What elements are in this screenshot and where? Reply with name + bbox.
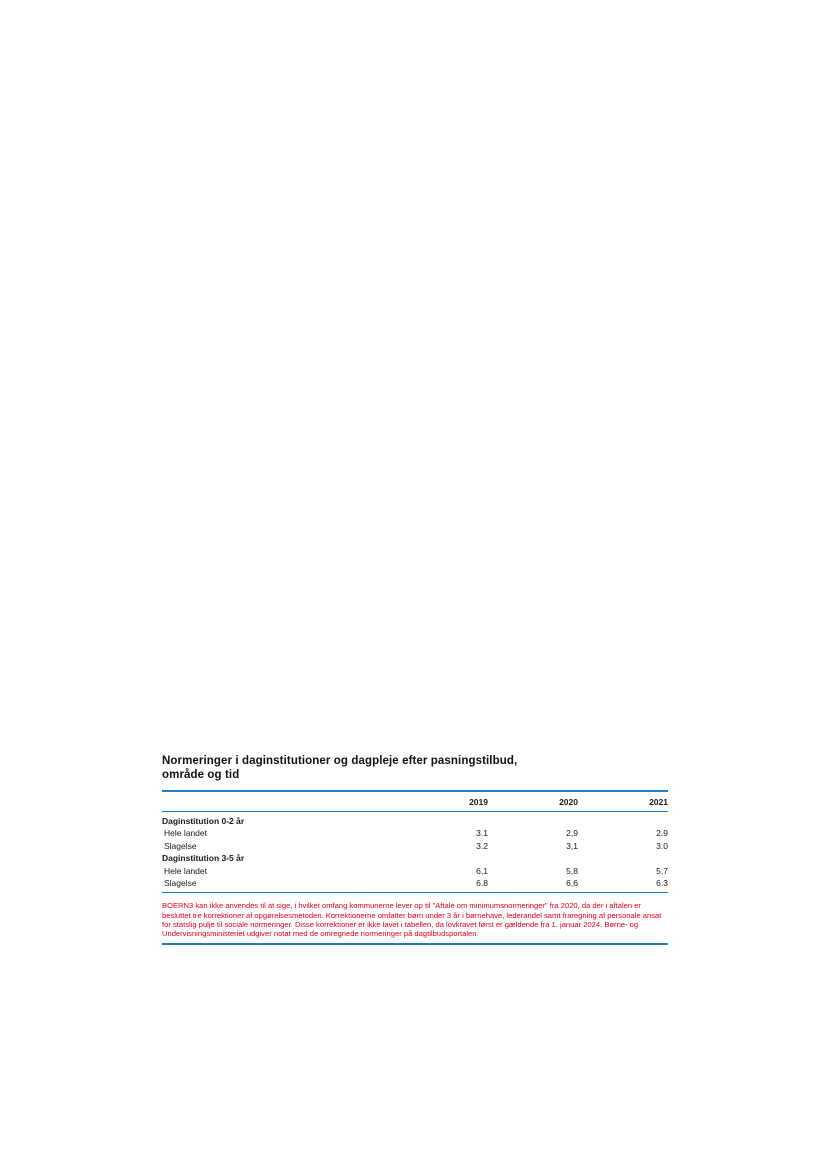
- statistics-table-block: [162, 754, 668, 945]
- cell-value: 3,1: [566, 840, 578, 851]
- cell-value: 3.2: [476, 840, 488, 851]
- cell-value: 6.3: [656, 878, 668, 889]
- column-header-2019: 2019: [469, 797, 488, 807]
- row-label: Slagelse: [164, 840, 197, 851]
- cell-value: 5,8: [566, 865, 578, 876]
- row-label: Hele landet: [164, 865, 208, 876]
- cell-value: 6,6: [566, 878, 578, 889]
- cell-value: 2.9: [656, 828, 668, 839]
- table-bottom-rule: [162, 943, 668, 945]
- table-body-rule: [162, 892, 668, 893]
- table-footnote: BOERN3 kan ikke anvendes til at sige, i hvilket omfang kommunerne lever op til "Aftale om minimumsnormeringer" fra 2020, da der i aftalen er besluttet tre korrektioner af opgørelsesmetoden. Korrektionerne omfatter børn under 3 år i børnehave, lederandel samt fraregning af personale ansat for statslig pulje til sociale normeringer. Disse korrektioner er ikke lavet i tabellen, da lovkravet først er gældende fra 1. januar 2024. Børne- og Undervisningsministeriet udgiver notat med de omregnede normeringer på dagtilbudsportalen.: [162, 901, 662, 939]
- data-table: [162, 792, 668, 811]
- row-label: Slagelse: [164, 878, 197, 889]
- cell-value: 6,1: [476, 865, 488, 876]
- cell-value: 6.8: [476, 878, 488, 889]
- cell-value: 2,9: [566, 828, 578, 839]
- cell-value: 3.0: [656, 840, 668, 851]
- cell-value: 5,7: [656, 865, 668, 876]
- group-row: [162, 815, 668, 827]
- table-row: [162, 840, 668, 852]
- table-row: [162, 877, 668, 889]
- group-label-3-5: Daginstitution 3-5 år: [162, 853, 245, 864]
- column-header-2020: 2020: [559, 797, 578, 807]
- column-header-stub: [162, 792, 432, 811]
- group-label-0-2: Daginstitution 0-2 år: [162, 816, 245, 826]
- cell-value: 3.1: [476, 828, 488, 839]
- table-row: [162, 827, 668, 839]
- column-header-2021: 2021: [649, 797, 668, 807]
- table-row: [162, 865, 668, 877]
- table-title: Normeringer i daginstitutioner og dagpleje efter pasningstilbud, område og tid: [162, 755, 518, 781]
- table-header-row: [162, 792, 668, 811]
- group-row: [162, 852, 668, 864]
- data-table-body: [162, 812, 668, 892]
- row-label: Hele landet: [164, 828, 208, 839]
